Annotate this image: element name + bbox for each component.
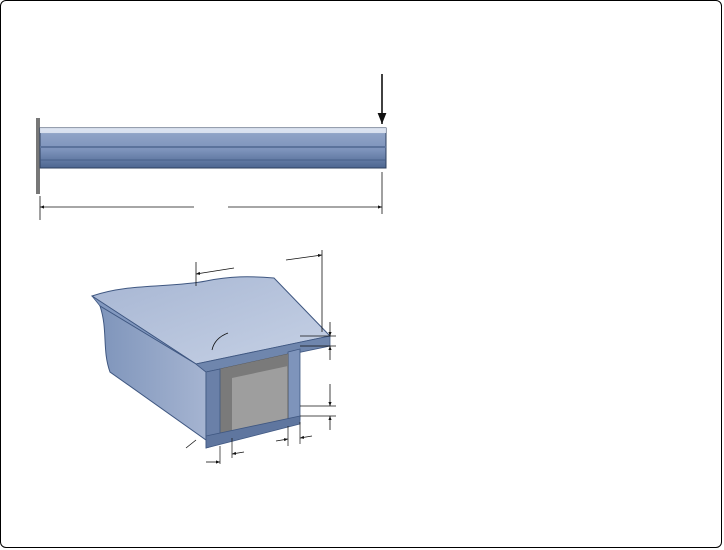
right-side-board — [288, 349, 300, 424]
wall-support — [36, 118, 40, 194]
box-section-figure — [92, 250, 336, 464]
cantilever-beam-figure — [36, 74, 386, 220]
